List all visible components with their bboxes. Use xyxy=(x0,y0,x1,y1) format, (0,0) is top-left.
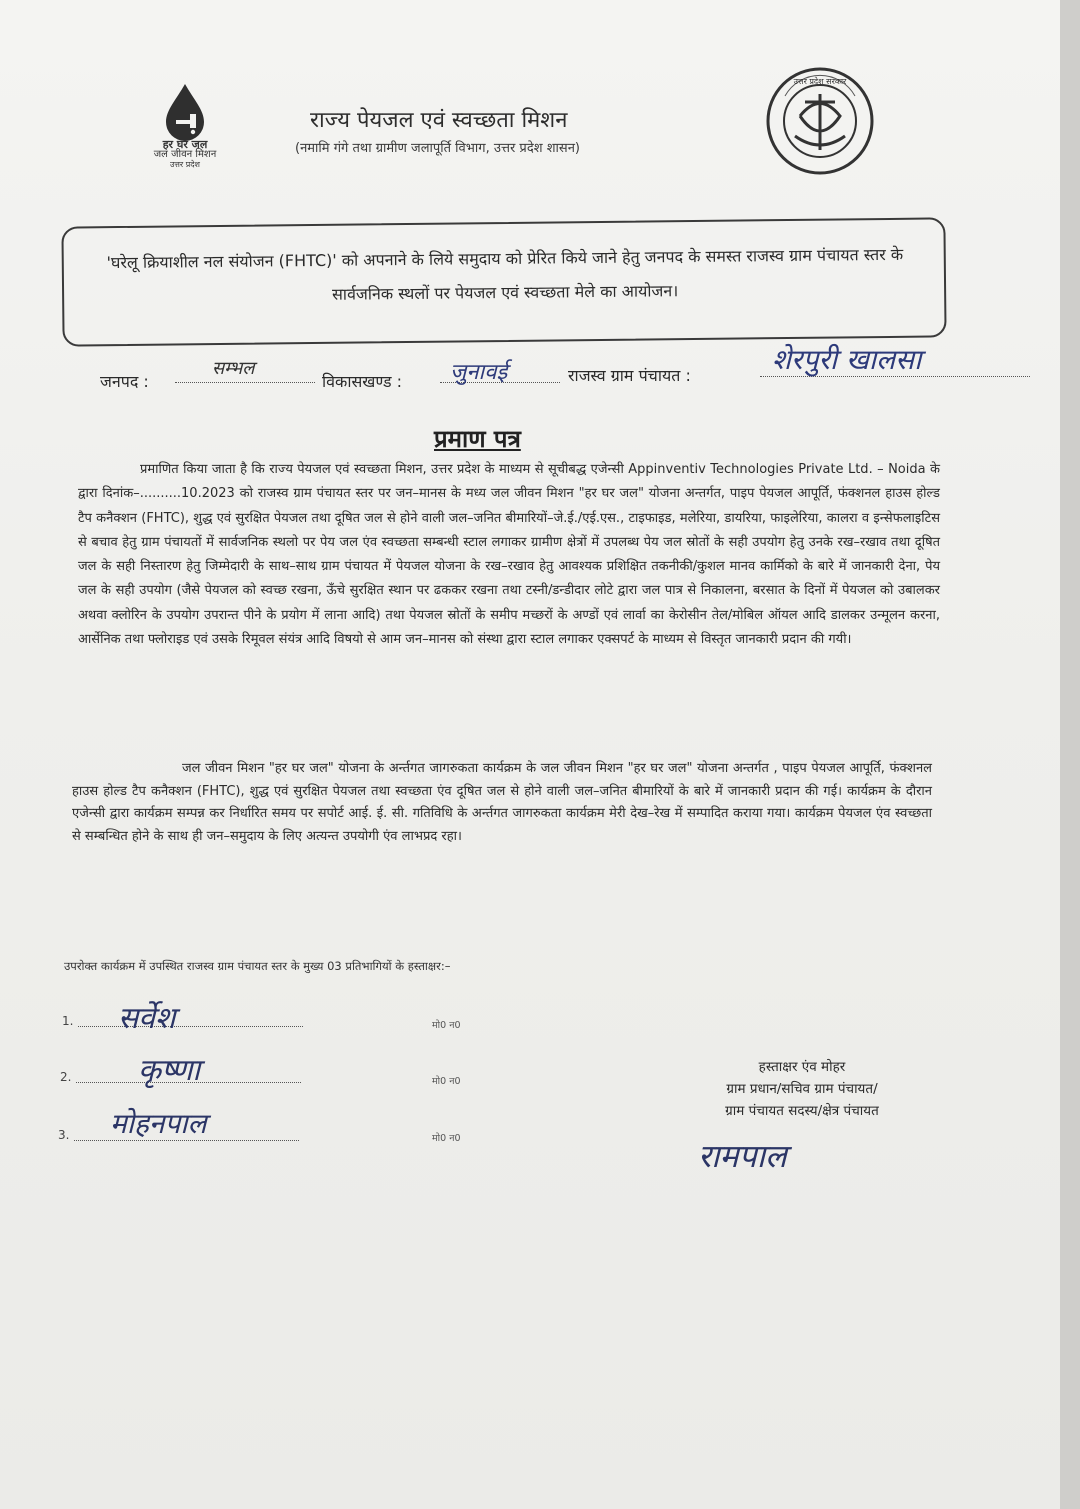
signature-number: 3. xyxy=(58,1128,70,1142)
logo-caption-line3: उत्तर प्रदेश xyxy=(170,160,200,169)
har-ghar-jal-logo xyxy=(140,82,230,177)
location-row xyxy=(100,343,1050,400)
signature-number: 1. xyxy=(62,1014,74,1028)
block-label: विकासखण्ड : xyxy=(322,372,403,391)
district-underline xyxy=(175,382,315,383)
mobile-label: मो0 न0 xyxy=(432,1133,461,1144)
mission-subtitle: (नमामि गंगे तथा ग्रामीण जलापूर्ति विभाग, उत्तर प्रदेश शासन) xyxy=(295,141,580,156)
district-label: जनपद : xyxy=(100,372,149,391)
up-government-emblem xyxy=(765,66,875,176)
participants-heading: उपरोक्त कार्यक्रम में उपस्थित राजस्व ग्राम पंचायत स्तर के मुख्य 03 प्रतिभागियों के हस्ताक्षर:– xyxy=(64,959,451,973)
mobile-label: मो0 न0 xyxy=(432,1020,461,1031)
signature-1: सर्वेश xyxy=(118,1001,176,1036)
stamp-line-1: हस्ताक्षर एंव मोहर xyxy=(758,1059,846,1075)
logo-caption xyxy=(140,140,230,170)
panchayat-label: राजस्व ग्राम पंचायत : xyxy=(568,366,691,385)
mobile-label: मो0 न0 xyxy=(432,1076,461,1087)
certificate-title: प्रमाण पत्र xyxy=(434,425,521,453)
signature-3: मोहनपाल xyxy=(110,1107,207,1140)
authority-signature-block xyxy=(672,1056,932,1122)
certificate-paragraph-1: प्रमाणित किया जाता है कि राज्य पेयजल एवं स्वच्छता मिशन, उत्तर प्रदेश के माध्यम से सूचीबद्ध एजेन्सी Appinventiv Technologies Private Ltd. – Noida के द्वारा दिनांक–..........10.2023 को राजस्व ग्राम पंचायत स्तर पर जन–मानस के मध्य जल जीवन मिशन "हर घर जल" योजना अन्तर्गत, पाइप पेयजल आपूर्ति, फंक्शनल हाउस होल्ड टैप कनैक्शन (FHTC), शुद्ध एवं सुरक्षित पेयजल तथा दूषित जल से होने वाली जल–जनित बीमारियों–जे.ई./एई.एस., टाइफाइड, मलेरिया, डायरिया, फाइलेरिया, कालरा व इन्सेफलाइटिस से बचाव हेतु ग्राम पंचायतों में सार्वजनिक स्थलो पर पेय जल एंव स्वच्छता सम्बन्धी स्टाल लगाकर ग्रामीण क्षेत्रों में उपलब्ध पेय जल स्रोतों के सही उपयोग हेतु उनके रख–रखाव तथा दूषित जल के सही निस्तारण हेतु जिम्मेदारी के साथ–साथ ग्राम पंचायत में पेयजल योजना के रख–रखाव हेतु आवश्यक प्रशिक्षित तकनीकी/कुशल मानव कार्मिको के बारे में जानकारी देना, पेय जल के सही उपयोग (जैसे पेयजल को स्वच्छ रखना, ऊँचे सुरक्षित स्थान पर ढककर रखना तथा टस्नी/डन्डीदार लोटे द्वारा जल पात्र से निकालना, बरसात के दिनों में पेयजल को उबालकर अथवा क्लोरिन के उपयोग उपरान्त पीने के प्रयोग में लाना आदि) तथा पेयजल स्रोतों के समीप मच्छरों के अण्डों एवं लार्वा का केरोसीन तेल/मोबिल ऑयल आदि डालकर उन्मूलन करना, आर्सेनिक तथा फ्लोराइड एवं उसके रिमूवल संयंत्र आदि विषयो से आम जन–मानस को संस्था द्वारा स्टाल लगाकर एक्सपर्ट के माध्यम से विस्तृत जानकारी प्रदान की गयी। xyxy=(78,462,940,648)
certificate-paragraph-2: जल जीवन मिशन "हर घर जल" योजना के अर्न्तगत जागरुकता कार्यक्रम के जल जीवन मिशन "हर घर जल" योजना अन्तर्गत , पाइप पेयजल आपूर्ति, फंक्शनल हाउस होल्ड टैप कनैक्शन (FHTC), शुद्ध एवं सुरक्षित पेयजल तथा स्वच्छता एंव दूषित जल से होने वाली जल–जनित बीमारियों के बारे में जानकारी प्रदान की गई। कार्यक्रम के दौरान एजेन्सी द्वारा कार्यक्रम सम्पन्न कर निर्धारित समय पर सपोर्ट आई. ई. सी. गतिविधि के अर्न्तगत जागरुकता कार्यक्रम मेरी देख–रेख में सम्पादित कराया गया। कार्यक्रम पेयजल एंव स्वच्छता से सम्बन्धित होने के साथ ही जन–समुदाय के लिए अत्यन्त उपयोगी एंव लाभप्रद रहा। xyxy=(72,761,932,844)
water-drop-icon xyxy=(162,82,208,142)
signature-2: कृष्णा xyxy=(138,1053,201,1088)
stamp-line-2: ग्राम प्रधान/सचिव ग्राम पंचायत/ xyxy=(726,1081,878,1097)
stamp-line-3: ग्राम पंचायत सदस्य/क्षेत्र पंचायत xyxy=(725,1103,879,1119)
mission-title: राज्य पेयजल एवं स्वच्छता मिशन xyxy=(310,108,568,133)
district-value: सम्भल xyxy=(212,358,255,379)
block-value: जुनावई xyxy=(450,360,508,385)
signature-line xyxy=(78,1026,303,1027)
topic-text: 'घरेलू क्रियाशील नल संयोजन (FHTC)' को अपनाने के लिये समुदाय को प्रेरित किये जाने हेतु जनपद के समस्त राजस्व ग्राम पंचायत स्तर के सार्वजनिक स्थलों पर पेयजल एवं स्वच्छता मेले का आयोजन। xyxy=(106,244,904,304)
logo-caption-line2: जल जीवन मिशन xyxy=(153,149,217,160)
panchayat-value: शेरपुरी खालसा xyxy=(772,343,922,376)
emblem-text: उत्तर प्रदेश सरकार xyxy=(793,77,847,86)
authority-signature: रामपाल xyxy=(698,1137,787,1175)
page-edge xyxy=(1060,0,1080,1509)
logo-caption-line1: हर घर जल xyxy=(162,138,208,151)
signature-number: 2. xyxy=(60,1070,72,1084)
